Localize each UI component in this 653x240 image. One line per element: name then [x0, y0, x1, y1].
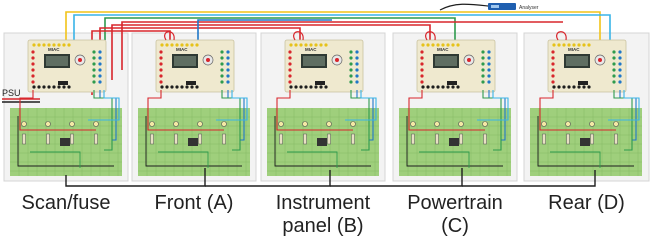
terminal-black [456, 85, 459, 88]
terminal-black [557, 85, 560, 88]
terminal-red [159, 56, 162, 59]
terminal-black [160, 85, 163, 88]
terminal-green [349, 74, 352, 77]
terminal-yellow [421, 43, 424, 46]
terminal-blue [618, 68, 621, 71]
board-lamp [483, 122, 488, 127]
board-chip [449, 138, 459, 146]
terminal-black [304, 85, 307, 88]
terminal-red [159, 50, 162, 53]
terminal-yellow [567, 43, 570, 46]
terminal-red [420, 68, 423, 71]
controller-lcd-screen [566, 56, 588, 66]
terminal-blue [355, 74, 358, 77]
controller-dial-center [335, 58, 339, 62]
terminal-blue [98, 50, 101, 53]
terminal-black [42, 85, 45, 88]
terminal-red [551, 68, 554, 71]
controller-dial-center [206, 58, 210, 62]
controller-lcd-screen [174, 56, 196, 66]
terminal-blue [487, 62, 490, 65]
terminal-black [289, 85, 292, 88]
terminal-yellow [57, 43, 60, 46]
controller-connector [578, 81, 588, 85]
analyser-label: Analyser [519, 5, 539, 11]
board-lamp [542, 122, 547, 127]
board-lamp [351, 122, 356, 127]
terminal-yellow [426, 43, 429, 46]
terminal-yellow [67, 43, 70, 46]
board-resistor [47, 134, 50, 144]
terminal-green [220, 56, 223, 59]
terminal-green [349, 62, 352, 65]
terminal-black [37, 85, 40, 88]
terminal-yellow [562, 43, 565, 46]
controller-connector [186, 81, 196, 85]
terminal-black [421, 85, 424, 88]
board-lamp [198, 122, 203, 127]
terminal-yellow [582, 43, 585, 46]
terminal-green [612, 50, 615, 53]
board-lamp [459, 122, 464, 127]
terminal-red [159, 74, 162, 77]
terminal-green [349, 56, 352, 59]
terminal-blue [226, 68, 229, 71]
terminal-green [481, 62, 484, 65]
terminal-black [170, 85, 173, 88]
terminal-blue [618, 80, 621, 83]
controller-brand: MIAC [48, 47, 60, 52]
board-lamp [614, 122, 619, 127]
terminal-green [612, 80, 615, 83]
board-resistor [591, 134, 594, 144]
terminal-blue [487, 74, 490, 77]
board-lamp [70, 122, 75, 127]
terminal-black [446, 85, 449, 88]
controller-brand: MIAC [568, 47, 580, 52]
board-resistor [199, 134, 202, 144]
controller-connector [58, 81, 68, 85]
terminal-green [92, 68, 95, 71]
terminal-blue [98, 62, 101, 65]
terminal-blue [355, 50, 358, 53]
terminal-black [587, 85, 590, 88]
module-label-front: Front (A) [154, 192, 234, 214]
terminal-red [420, 56, 423, 59]
controller-dial-center [467, 58, 471, 62]
board-lamp [174, 122, 179, 127]
controller-brand: MIAC [305, 47, 317, 52]
board-lamp [22, 122, 27, 127]
terminal-black [562, 85, 565, 88]
module-label-instrument-line2: panel (B) [282, 215, 364, 237]
board-resistor [23, 134, 26, 144]
terminal-black [180, 85, 183, 88]
terminal-green [481, 74, 484, 77]
terminal-blue [98, 80, 101, 83]
terminal-red [159, 80, 162, 83]
controller-connector [315, 81, 325, 85]
terminal-black [426, 85, 429, 88]
terminal-yellow [314, 43, 317, 46]
terminal-black [314, 85, 317, 88]
board-lamp [435, 122, 440, 127]
terminal-blue [355, 80, 358, 83]
terminal-green [92, 80, 95, 83]
terminal-yellow [47, 43, 50, 46]
terminal-blue [618, 56, 621, 59]
terminal-yellow [441, 43, 444, 46]
terminal-green [220, 68, 223, 71]
board-resistor [95, 134, 98, 144]
board-lamp [279, 122, 284, 127]
terminal-red [31, 74, 34, 77]
terminal-yellow [446, 43, 449, 46]
terminal-yellow [309, 43, 312, 46]
terminal-green [612, 74, 615, 77]
terminal-red [288, 50, 291, 53]
terminal-blue [98, 74, 101, 77]
terminal-yellow [62, 43, 65, 46]
board-chip [60, 138, 70, 146]
terminal-green [220, 50, 223, 53]
board-resistor [567, 134, 570, 144]
terminal-black [436, 85, 439, 88]
terminal-red [31, 80, 34, 83]
terminal-red [420, 50, 423, 53]
terminal-green [92, 56, 95, 59]
board-lamp [150, 122, 155, 127]
terminal-black [190, 85, 193, 88]
terminal-yellow [294, 43, 297, 46]
terminal-black [52, 85, 55, 88]
terminal-yellow [451, 43, 454, 46]
terminal-blue [355, 68, 358, 71]
controller-dial-center [78, 58, 82, 62]
board-resistor [412, 134, 415, 144]
terminal-red [420, 74, 423, 77]
terminal-black [441, 85, 444, 88]
terminal-blue [98, 56, 101, 59]
terminal-black [32, 85, 35, 88]
terminal-yellow [319, 43, 322, 46]
terminal-black [324, 85, 327, 88]
board-chip [580, 138, 590, 146]
terminal-yellow [42, 43, 45, 46]
terminal-blue [487, 68, 490, 71]
terminal-yellow [456, 43, 459, 46]
terminal-blue [226, 62, 229, 65]
terminal-black [552, 85, 555, 88]
terminal-blue [226, 74, 229, 77]
psu-label: PSU [2, 88, 21, 98]
terminal-red [288, 80, 291, 83]
terminal-green [612, 56, 615, 59]
terminal-red [420, 80, 423, 83]
terminal-green [220, 62, 223, 65]
terminal-red [159, 62, 162, 65]
terminal-yellow [431, 43, 434, 46]
controller-brand: MIAC [437, 47, 449, 52]
board-resistor [352, 134, 355, 144]
terminal-blue [618, 74, 621, 77]
controller-brand: MIAC [176, 47, 188, 52]
controller-lcd-screen [435, 56, 457, 66]
terminal-yellow [299, 43, 302, 46]
terminal-red [288, 74, 291, 77]
controller-connector [447, 81, 457, 85]
terminal-yellow [552, 43, 555, 46]
terminal-black [185, 85, 188, 88]
analyser-screen [491, 5, 499, 8]
terminal-green [481, 80, 484, 83]
terminal-red [551, 80, 554, 83]
terminal-red [31, 62, 34, 65]
terminal-green [349, 50, 352, 53]
terminal-blue [226, 56, 229, 59]
board-chip [188, 138, 198, 146]
terminal-red [31, 56, 34, 59]
board-resistor [280, 134, 283, 144]
terminal-yellow [289, 43, 292, 46]
terminal-blue [618, 62, 621, 65]
terminal-yellow [170, 43, 173, 46]
terminal-red [288, 68, 291, 71]
board-resistor [71, 134, 74, 144]
terminal-yellow [52, 43, 55, 46]
terminal-green [92, 74, 95, 77]
terminal-red [420, 62, 423, 65]
terminal-red [551, 50, 554, 53]
board-resistor [460, 134, 463, 144]
terminal-black [67, 85, 70, 88]
terminal-yellow [557, 43, 560, 46]
board-lamp [411, 122, 416, 127]
terminal-blue [618, 50, 621, 53]
terminal-yellow [304, 43, 307, 46]
terminal-black [165, 85, 168, 88]
terminal-green [349, 68, 352, 71]
module-label-powertrain-line1: Powertrain [407, 192, 503, 214]
board-lamp [303, 122, 308, 127]
board-resistor [223, 134, 226, 144]
terminal-red [551, 56, 554, 59]
terminal-yellow [180, 43, 183, 46]
terminal-black [567, 85, 570, 88]
terminal-red [159, 68, 162, 71]
terminal-black [577, 85, 580, 88]
terminal-yellow [175, 43, 178, 46]
terminal-red [288, 56, 291, 59]
terminal-blue [226, 50, 229, 53]
board-lamp [46, 122, 51, 127]
board-resistor [436, 134, 439, 144]
terminal-red [31, 50, 34, 53]
terminal-green [612, 68, 615, 71]
board-resistor [151, 134, 154, 144]
board-lamp [566, 122, 571, 127]
board-resistor [615, 134, 618, 144]
terminal-yellow [160, 43, 163, 46]
terminal-blue [487, 50, 490, 53]
terminal-blue [355, 62, 358, 65]
terminal-blue [355, 56, 358, 59]
terminal-black [299, 85, 302, 88]
terminal-black [431, 85, 434, 88]
terminal-black [451, 85, 454, 88]
controller-lcd-screen [46, 56, 68, 66]
terminal-yellow [572, 43, 575, 46]
board-lamp [222, 122, 227, 127]
terminal-blue [487, 80, 490, 83]
terminal-green [481, 56, 484, 59]
terminal-red [288, 62, 291, 65]
board-resistor [175, 134, 178, 144]
board-lamp [327, 122, 332, 127]
terminal-black [309, 85, 312, 88]
module-label-powertrain-line2: (C) [441, 215, 469, 237]
analyser-device [488, 3, 539, 11]
terminal-yellow [32, 43, 35, 46]
board-lamp [590, 122, 595, 127]
terminal-yellow [436, 43, 439, 46]
terminal-green [481, 50, 484, 53]
terminal-blue [226, 80, 229, 83]
terminal-green [220, 80, 223, 83]
module-label-rear: Rear (D) [548, 192, 625, 214]
controller-lcd-screen [303, 56, 325, 66]
terminal-black [195, 85, 198, 88]
terminal-black [62, 85, 65, 88]
terminal-yellow [195, 43, 198, 46]
board-lamp [94, 122, 99, 127]
terminal-green [349, 80, 352, 83]
analyser-cable [440, 4, 488, 10]
terminal-yellow [185, 43, 188, 46]
board-resistor [484, 134, 487, 144]
terminal-yellow [165, 43, 168, 46]
terminal-black [47, 85, 50, 88]
terminal-red [551, 62, 554, 65]
terminal-yellow [37, 43, 40, 46]
terminal-black [175, 85, 178, 88]
board-resistor [328, 134, 331, 144]
terminal-blue [98, 68, 101, 71]
controller-dial-center [598, 58, 602, 62]
terminal-green [612, 62, 615, 65]
terminal-yellow [324, 43, 327, 46]
board-resistor [304, 134, 307, 144]
terminal-black [57, 85, 60, 88]
terminal-yellow [577, 43, 580, 46]
terminal-green [92, 50, 95, 53]
board-resistor [543, 134, 546, 144]
terminal-black [294, 85, 297, 88]
terminal-green [220, 74, 223, 77]
module-label-scan-fuse: Scan/fuse [21, 192, 111, 214]
terminal-black [319, 85, 322, 88]
terminal-yellow [190, 43, 193, 46]
terminal-green [92, 62, 95, 65]
terminal-blue [487, 56, 490, 59]
terminal-black [572, 85, 575, 88]
board-chip [317, 138, 327, 146]
terminal-black [582, 85, 585, 88]
module-label-instrument-line1: Instrument [275, 192, 371, 214]
terminal-red [551, 74, 554, 77]
terminal-red [31, 68, 34, 71]
terminal-yellow [587, 43, 590, 46]
terminal-green [481, 68, 484, 71]
